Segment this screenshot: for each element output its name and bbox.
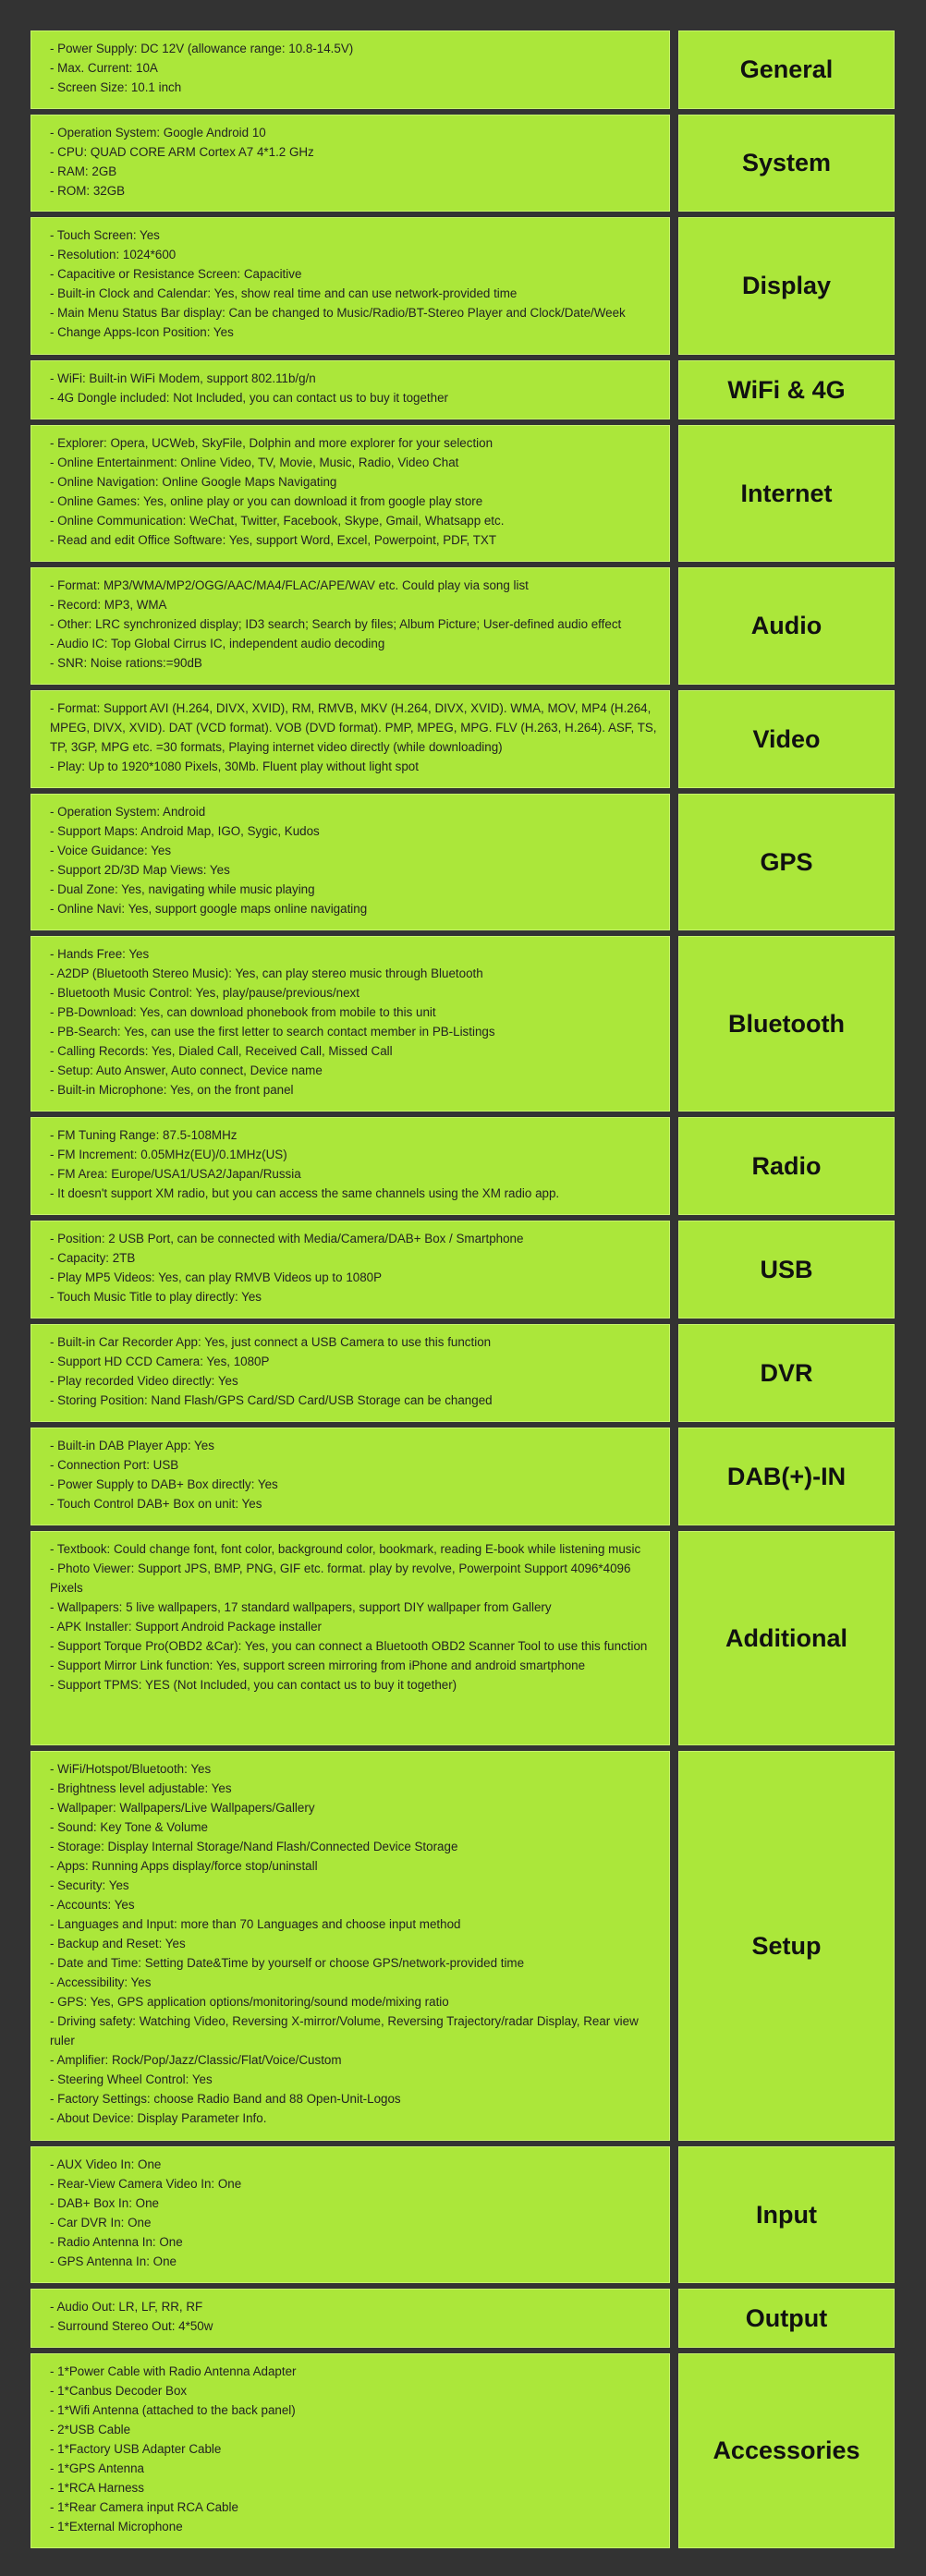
row-divider (670, 1428, 678, 1525)
spec-line: - It doesn't support XM radio, but you can access the same channels using the XM radio app. (50, 1186, 560, 1200)
spec-line: - GPS: Yes, GPS application options/monitoring/sound mode/mixing ratio (50, 1995, 449, 2009)
spec-details (30, 936, 670, 1112)
spec-line: - Hands Free: Yes (50, 947, 150, 961)
spec-row (30, 115, 895, 212)
spec-line: - Online Entertainment: Online Video, TV, Movie, Music, Radio, Video Chat (50, 456, 459, 469)
spec-line: - Support 2D/3D Map Views: Yes (50, 863, 230, 877)
spec-details (30, 1324, 670, 1422)
spec-row (30, 217, 895, 355)
spec-category-title: Additional (678, 1531, 895, 1745)
spec-line: - WiFi/Hotspot/Bluetooth: Yes (50, 1762, 212, 1776)
spec-line: - DAB+ Box In: One (50, 2196, 159, 2210)
row-divider (670, 1324, 678, 1422)
spec-category-title: Output (678, 2289, 895, 2348)
spec-line: - Factory Settings: choose Radio Band and 88 Open-Unit-Logos (50, 2092, 401, 2106)
spec-line: - Built-in Microphone: Yes, on the front panel (50, 1083, 294, 1097)
spec-line: - Driving safety: Watching Video, Reversing X-mirror/Volume, Reversing Trajectory/radar Display, Rear view ruler (50, 2014, 639, 2047)
spec-line: - Support HD CCD Camera: Yes, 1080P (50, 1355, 270, 1368)
spec-details (30, 794, 670, 930)
spec-line: - Operation System: Android (50, 805, 206, 819)
spec-line: - A2DP (Bluetooth Stereo Music): Yes, can play stereo music through Bluetooth (50, 966, 483, 980)
spec-line: - Rear-View Camera Video In: One (50, 2177, 242, 2191)
spec-details (30, 115, 670, 212)
spec-line: - Main Menu Status Bar display: Can be changed to Music/Radio/BT-Stereo Player and Clock/Date/Week (50, 306, 626, 320)
row-divider (670, 2289, 678, 2348)
spec-line: - Built-in Clock and Calendar: Yes, show real time and can use network-provided time (50, 286, 518, 300)
spec-row (30, 360, 895, 419)
spec-line: - FM Increment: 0.05MHz(EU)/0.1MHz(US) (50, 1148, 287, 1161)
spec-row (30, 425, 895, 562)
spec-row (30, 2289, 895, 2348)
spec-category-title: Setup (678, 1751, 895, 2141)
spec-line: - Power Supply: DC 12V (allowance range: 10.8-14.5V) (50, 42, 354, 55)
spec-line: - Audio IC: Top Global Cirrus IC, independent audio decoding (50, 637, 385, 650)
row-divider (670, 30, 678, 109)
spec-line: - Amplifier: Rock/Pop/Jazz/Classic/Flat/Voice/Custom (50, 2053, 342, 2067)
spec-line: - Sound: Key Tone & Volume (50, 1820, 208, 1834)
row-divider (670, 2146, 678, 2283)
spec-line: - FM Area: Europe/USA1/USA2/Japan/Russia (50, 1167, 301, 1181)
row-divider (670, 794, 678, 930)
spec-details (30, 1531, 670, 1745)
spec-line: - Wallpaper: Wallpapers/Live Wallpapers/Gallery (50, 1801, 315, 1815)
spec-line: - Online Games: Yes, online play or you can download it from google play store (50, 494, 483, 508)
row-divider (670, 936, 678, 1112)
spec-line: - ROM: 32GB (50, 184, 126, 198)
spec-row (30, 690, 895, 788)
spec-line: - Setup: Auto Answer, Auto connect, Device name (50, 1063, 323, 1077)
spec-line: - Play MP5 Videos: Yes, can play RMVB Videos up to 1080P (50, 1270, 383, 1284)
spec-line: - Surround Stereo Out: 4*50w (50, 2319, 213, 2333)
spec-line: - Photo Viewer: Support JPS, BMP, PNG, GIF etc. format. play by revolve, Powerpoint Support 4096*4096 Pixels (50, 1561, 631, 1595)
spec-line: - Storage: Display Internal Storage/Nand Flash/Connected Device Storage (50, 1840, 458, 1853)
spec-line: - Support TPMS: YES (Not Included, you can contact us to buy it together) (50, 1678, 457, 1692)
spec-line: - 1*Wifi Antenna (attached to the back panel) (50, 2403, 296, 2417)
spec-line: - 1*External Microphone (50, 2520, 183, 2533)
spec-line: - Support Mirror Link function: Yes, support screen mirroring from iPhone and android smartphone (50, 1659, 586, 1672)
spec-line: - Steering Wheel Control: Yes (50, 2072, 213, 2086)
spec-details (30, 30, 670, 109)
spec-line: - Support Maps: Android Map, IGO, Sygic, Kudos (50, 824, 320, 838)
spec-line: - Radio Antenna In: One (50, 2235, 183, 2249)
row-divider (670, 217, 678, 355)
spec-line: - PB-Search: Yes, can use the first letter to search contact member in PB-Listings (50, 1025, 495, 1039)
spec-line: - Built-in Car Recorder App: Yes, just connect a USB Camera to use this function (50, 1335, 492, 1349)
spec-line: - Voice Guidance: Yes (50, 844, 172, 857)
spec-line: - Connection Port: USB (50, 1458, 179, 1472)
spec-line: - About Device: Display Parameter Info. (50, 2111, 267, 2125)
spec-line: - APK Installer: Support Android Package installer (50, 1620, 323, 1634)
row-divider (670, 360, 678, 419)
spec-line: - FM Tuning Range: 87.5-108MHz (50, 1128, 238, 1142)
spec-line: - SNR: Noise rations:=90dB (50, 656, 202, 670)
spec-line: - Capacity: 2TB (50, 1251, 136, 1265)
spec-line: - Other: LRC synchronized display; ID3 search; Search by files; Album Picture; User-defined audio effect (50, 617, 622, 631)
spec-category-title: Internet (678, 425, 895, 562)
spec-line: - Online Navi: Yes, support google maps online navigating (50, 902, 368, 916)
spec-category-title: System (678, 115, 895, 212)
spec-details (30, 2289, 670, 2348)
spec-line: - Security: Yes (50, 1878, 129, 1892)
spec-row (30, 567, 895, 685)
spec-category-title: USB (678, 1221, 895, 1318)
spec-row (30, 1751, 895, 2141)
spec-line: - Read and edit Office Software: Yes, support Word, Excel, Powerpoint, PDF, TXT (50, 533, 497, 547)
spec-line: - CPU: QUAD CORE ARM Cortex A7 4*1.2 GHz (50, 145, 314, 159)
spec-line: - Capacitive or Resistance Screen: Capacitive (50, 267, 302, 281)
row-divider (670, 1531, 678, 1745)
spec-line: - Storing Position: Nand Flash/GPS Card/SD Card/USB Storage can be changed (50, 1393, 493, 1407)
spec-row (30, 30, 895, 109)
spec-details (30, 360, 670, 419)
spec-line: - Format: Support AVI (H.264, DIVX, XVID), RM, RMVB, MKV (H.264, DIVX, XVID). WMA, MOV, MP4 (H.264, MPEG, DIVX, XVID). DAT (VCD format). VOB (DVD format). PMP, MPEG, MPG. FLV (H.263, H.264). ASF, TS, TP, 3GP, MPG etc. =30 formats, Playing internet video directly (while downloading) (50, 701, 657, 754)
spec-details (30, 2146, 670, 2283)
spec-line: - Power Supply to DAB+ Box directly: Yes (50, 1477, 278, 1491)
spec-line: - 1*Canbus Decoder Box (50, 2384, 188, 2398)
spec-line: - Accounts: Yes (50, 1898, 135, 1912)
spec-line: - Format: MP3/WMA/MP2/OGG/AAC/MA4/FLAC/APE/WAV etc. Could play via song list (50, 578, 529, 592)
spec-line: - Brightness level adjustable: Yes (50, 1781, 232, 1795)
spec-row (30, 2353, 895, 2548)
spec-details (30, 425, 670, 562)
spec-details (30, 1221, 670, 1318)
spec-row (30, 1221, 895, 1318)
spec-row (30, 1324, 895, 1422)
spec-category-title: Bluetooth (678, 936, 895, 1112)
spec-line: - PB-Download: Yes, can download phonebook from mobile to this unit (50, 1005, 436, 1019)
spec-line: - Explorer: Opera, UCWeb, SkyFile, Dolphin and more explorer for your selection (50, 436, 493, 450)
spec-details (30, 1751, 670, 2141)
spec-line: - Backup and Reset: Yes (50, 1937, 186, 1950)
row-divider (670, 2353, 678, 2548)
spec-line: - Touch Control DAB+ Box on unit: Yes (50, 1497, 262, 1511)
spec-line: - Screen Size: 10.1 inch (50, 80, 182, 94)
spec-line: - RAM: 2GB (50, 164, 117, 178)
spec-line: - Textbook: Could change font, font color, background color, bookmark, reading E-book while listening music (50, 1542, 641, 1556)
spec-category-title: Radio (678, 1117, 895, 1215)
spec-line: - Touch Screen: Yes (50, 228, 160, 242)
spec-line: - 4G Dongle included: Not Included, you can contact us to buy it together (50, 391, 448, 405)
spec-line: - Position: 2 USB Port, can be connected with Media/Camera/DAB+ Box / Smartphone (50, 1232, 524, 1245)
spec-details (30, 1117, 670, 1215)
spec-line: - 1*Power Cable with Radio Antenna Adapter (50, 2364, 297, 2378)
spec-category-title: Display (678, 217, 895, 355)
spec-category-title: General (678, 30, 895, 109)
spec-category-title: DAB(+)-IN (678, 1428, 895, 1525)
spec-category-title: Accessories (678, 2353, 895, 2548)
spec-line: - Dual Zone: Yes, navigating while music playing (50, 882, 315, 896)
spec-line: - Built-in DAB Player App: Yes (50, 1439, 214, 1452)
spec-row (30, 2146, 895, 2283)
spec-line: - Play recorded Video directly: Yes (50, 1374, 238, 1388)
spec-category-title: Video (678, 690, 895, 788)
spec-line: - Support Torque Pro(OBD2 &Car): Yes, you can connect a Bluetooth OBD2 Scanner Tool to use this function (50, 1639, 648, 1653)
spec-line: - Accessibility: Yes (50, 1975, 152, 1989)
spec-line: - 1*GPS Antenna (50, 2461, 144, 2475)
spec-row (30, 1117, 895, 1215)
spec-line: - Resolution: 1024*600 (50, 248, 177, 261)
spec-line: - Car DVR In: One (50, 2216, 152, 2230)
spec-line: - Online Navigation: Online Google Maps Navigating (50, 475, 337, 489)
spec-line: - WiFi: Built-in WiFi Modem, support 802.11b/g/n (50, 371, 316, 385)
spec-line: - Apps: Running Apps display/force stop/uninstall (50, 1859, 318, 1873)
spec-line: - Play: Up to 1920*1080 Pixels, 30Mb. Fluent play without light spot (50, 759, 419, 773)
row-divider (670, 1751, 678, 2141)
spec-line: - Audio Out: LR, LF, RR, RF (50, 2300, 203, 2314)
spec-row (30, 794, 895, 930)
row-divider (670, 115, 678, 212)
spec-line: - 1*Factory USB Adapter Cable (50, 2442, 222, 2456)
spec-line: - Record: MP3, WMA (50, 598, 167, 612)
spec-row (30, 1531, 895, 1745)
spec-line: - 1*RCA Harness (50, 2481, 144, 2495)
row-divider (670, 1221, 678, 1318)
spec-details (30, 567, 670, 685)
spec-details (30, 1428, 670, 1525)
spec-category-title: WiFi & 4G (678, 360, 895, 419)
spec-details (30, 2353, 670, 2548)
spec-line: - 2*USB Cable (50, 2423, 131, 2436)
row-divider (670, 567, 678, 685)
spec-line: - 1*Rear Camera input RCA Cable (50, 2500, 238, 2514)
spec-row (30, 936, 895, 1112)
spec-line: - Max. Current: 10A (50, 61, 158, 75)
spec-line: - Wallpapers: 5 live wallpapers, 17 standard wallpapers, support DIY wallpaper from Gallery (50, 1600, 552, 1614)
row-divider (670, 1117, 678, 1215)
spec-line: - Online Communication: WeChat, Twitter, Facebook, Skype, Gmail, Whatsapp etc. (50, 514, 505, 528)
spec-line: - Languages and Input: more than 70 Languages and choose input method (50, 1917, 461, 1931)
spec-details (30, 217, 670, 355)
spec-line: - Operation System: Google Android 10 (50, 126, 266, 140)
spec-details (30, 690, 670, 788)
spec-line: - AUX Video In: One (50, 2157, 162, 2171)
spec-row (30, 1428, 895, 1525)
spec-category-title: Audio (678, 567, 895, 685)
spec-category-title: GPS (678, 794, 895, 930)
row-divider (670, 425, 678, 562)
spec-line: - Date and Time: Setting Date&Time by yourself or choose GPS/network-provided time (50, 1956, 525, 1970)
spec-line: - Calling Records: Yes, Dialed Call, Received Call, Missed Call (50, 1044, 393, 1058)
spec-line: - Change Apps-Icon Position: Yes (50, 325, 234, 339)
spec-line: - GPS Antenna In: One (50, 2254, 177, 2268)
spec-line: - Touch Music Title to play directly: Yes (50, 1290, 262, 1304)
row-divider (670, 690, 678, 788)
spec-line: - Bluetooth Music Control: Yes, play/pause/previous/next (50, 986, 359, 1000)
spec-category-title: Input (678, 2146, 895, 2283)
spec-category-title: DVR (678, 1324, 895, 1422)
